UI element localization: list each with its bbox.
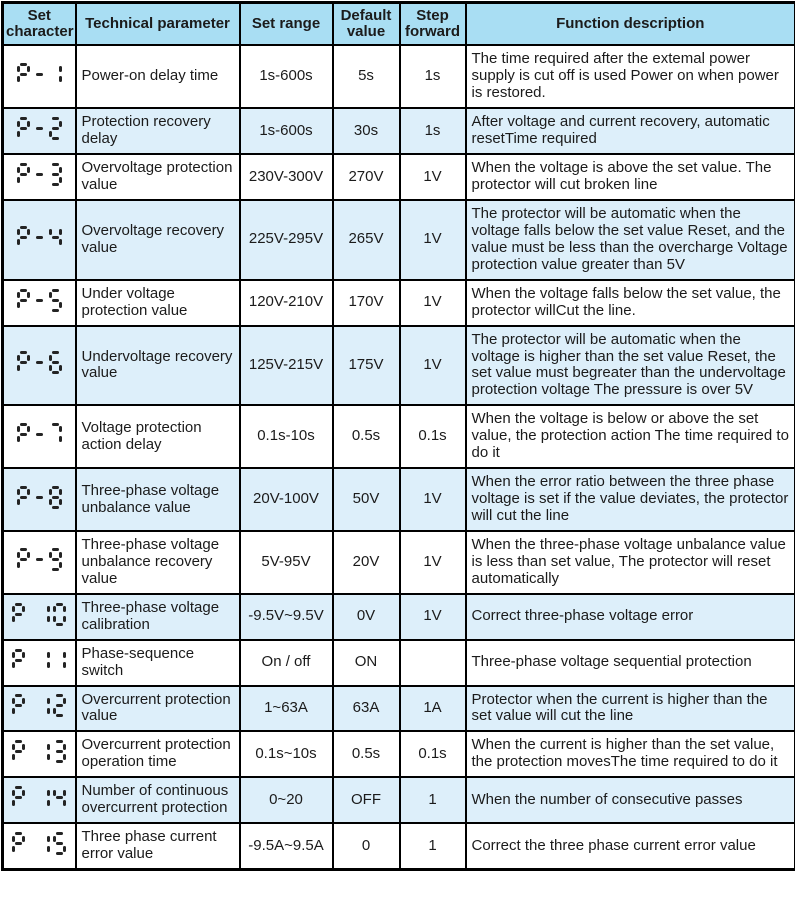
set-range-cell: -9.5V~9.5V xyxy=(240,594,333,640)
default-value-cell: 0.5s xyxy=(333,405,400,468)
seven-segment-display xyxy=(15,289,63,312)
function-description-cell: When the current is higher than the set value, the protection movesThe time required to do it xyxy=(466,731,795,777)
default-value-cell: 50V xyxy=(333,468,400,531)
technical-parameter-cell: Voltage protection action delay xyxy=(76,405,240,468)
step-forward-cell xyxy=(400,640,466,686)
set-range-cell: 0.1s~10s xyxy=(240,731,333,777)
function-description-cell: When the number of consecutive passes xyxy=(466,777,795,823)
function-description-cell: When the voltage falls below the set value, the protector willCut the line. xyxy=(466,280,795,326)
set-range-cell: 1s-600s xyxy=(240,108,333,154)
set-character-cell xyxy=(3,531,76,594)
table-row xyxy=(3,108,795,154)
table-row xyxy=(3,200,795,280)
technical-parameter-cell: Under voltage protection value xyxy=(76,280,240,326)
technical-parameter-cell: Power-on delay time xyxy=(76,45,240,108)
technical-parameter-cell: Phase-sequence switch xyxy=(76,640,240,686)
technical-parameter-cell: Overvoltage protection value xyxy=(76,154,240,200)
default-value-cell: 63A xyxy=(333,686,400,732)
technical-parameter-cell: Protection recovery delay xyxy=(76,108,240,154)
step-forward-cell: 1 xyxy=(400,823,466,869)
step-forward-cell: 1V xyxy=(400,326,466,406)
function-description-cell: The protector will be automatic when the voltage falls below the set value Reset, and the value must be less than the overcharge Voltage protection value greater than 5V xyxy=(466,200,795,280)
default-value-cell: 270V xyxy=(333,154,400,200)
seven-segment-display xyxy=(15,117,63,140)
default-value-cell: 5s xyxy=(333,45,400,108)
set-range-cell: 5V-95V xyxy=(240,531,333,594)
seven-segment-display xyxy=(11,694,68,717)
step-forward-cell: 0.1s xyxy=(400,405,466,468)
set-character-cell xyxy=(3,280,76,326)
set-character-cell xyxy=(3,686,76,732)
seven-segment-display xyxy=(11,740,68,763)
seven-segment-display xyxy=(15,351,63,374)
header-technical-parameter: Technical parameter xyxy=(76,3,240,46)
set-range-cell: 1s-600s xyxy=(240,45,333,108)
table-row xyxy=(3,823,795,869)
step-forward-cell: 1V xyxy=(400,531,466,594)
set-range-cell: -9.5A~9.5A xyxy=(240,823,333,869)
set-range-cell: 0.1s-10s xyxy=(240,405,333,468)
technical-parameter-cell: Undervoltage recovery value xyxy=(76,326,240,406)
function-description-cell: The protector will be automatic when the voltage is higher than the set value Reset, the set value must begreater than the undervoltage protection voltage The pressure is over 5V xyxy=(466,326,795,406)
table-row xyxy=(3,594,795,640)
step-forward-cell: 1s xyxy=(400,108,466,154)
default-value-cell: 20V xyxy=(333,531,400,594)
technical-parameter-cell: Overvoltage recovery value xyxy=(76,200,240,280)
function-description-cell: Three-phase voltage sequential protection xyxy=(466,640,795,686)
set-character-cell xyxy=(3,468,76,531)
header-step-forward: Step forward xyxy=(400,3,466,46)
default-value-cell: ON xyxy=(333,640,400,686)
step-forward-cell: 1s xyxy=(400,45,466,108)
step-forward-cell: 0.1s xyxy=(400,731,466,777)
function-description-cell: Protector when the current is higher than the set value will cut the line xyxy=(466,686,795,732)
table-row xyxy=(3,326,795,406)
seven-segment-display xyxy=(15,423,63,446)
default-value-cell: 0.5s xyxy=(333,731,400,777)
function-description-cell: The time required after the extemal power supply is cut off is used Power on when power is restored. xyxy=(466,45,795,108)
set-character-cell xyxy=(3,777,76,823)
step-forward-cell: 1 xyxy=(400,777,466,823)
default-value-cell: 170V xyxy=(333,280,400,326)
set-range-cell: 120V-210V xyxy=(240,280,333,326)
table-row xyxy=(3,531,795,594)
step-forward-cell: 1V xyxy=(400,468,466,531)
default-value-cell: 0V xyxy=(333,594,400,640)
set-character-cell xyxy=(3,154,76,200)
function-description-cell: When the voltage is above the set value. The protector will cut broken line xyxy=(466,154,795,200)
set-range-cell: 230V-300V xyxy=(240,154,333,200)
table-row xyxy=(3,405,795,468)
default-value-cell: 175V xyxy=(333,326,400,406)
set-character-cell xyxy=(3,405,76,468)
parameter-table xyxy=(1,1,795,871)
header-row xyxy=(3,3,795,46)
table-row xyxy=(3,468,795,531)
technical-parameter-cell: Overcurrent protection value xyxy=(76,686,240,732)
function-description-cell: When the error ratio between the three phase voltage is set if the value deviates, the protector will cut the line xyxy=(466,468,795,531)
seven-segment-display xyxy=(15,163,63,186)
function-description-cell: Correct three-phase voltage error xyxy=(466,594,795,640)
technical-parameter-cell: Number of continuous overcurrent protection xyxy=(76,777,240,823)
header-function-description: Function description xyxy=(466,3,795,46)
seven-segment-display xyxy=(15,63,63,86)
set-range-cell: 225V-295V xyxy=(240,200,333,280)
table-row xyxy=(3,731,795,777)
table-row xyxy=(3,45,795,108)
set-character-cell xyxy=(3,45,76,108)
table-row xyxy=(3,777,795,823)
set-character-cell xyxy=(3,823,76,869)
seven-segment-display xyxy=(15,226,63,249)
seven-segment-display xyxy=(11,832,68,855)
seven-segment-display xyxy=(11,786,68,809)
set-character-cell xyxy=(3,731,76,777)
seven-segment-display xyxy=(11,603,68,626)
default-value-cell: 30s xyxy=(333,108,400,154)
set-character-cell xyxy=(3,108,76,154)
set-range-cell: On / off xyxy=(240,640,333,686)
set-range-cell: 0~20 xyxy=(240,777,333,823)
technical-parameter-cell: Three-phase voltage unbalance value xyxy=(76,468,240,531)
default-value-cell: 0 xyxy=(333,823,400,869)
seven-segment-display xyxy=(15,548,63,571)
technical-parameter-cell: Three-phase voltage calibration xyxy=(76,594,240,640)
table-row xyxy=(3,640,795,686)
technical-parameter-cell: Three-phase voltage unbalance recovery value xyxy=(76,531,240,594)
table-row xyxy=(3,280,795,326)
set-range-cell: 1~63A xyxy=(240,686,333,732)
seven-segment-display xyxy=(15,486,63,509)
function-description-cell: Correct the three phase current error value xyxy=(466,823,795,869)
seven-segment-display xyxy=(11,649,68,672)
set-range-cell: 125V-215V xyxy=(240,326,333,406)
step-forward-cell: 1V xyxy=(400,594,466,640)
technical-parameter-cell: Overcurrent protection operation time xyxy=(76,731,240,777)
step-forward-cell: 1V xyxy=(400,200,466,280)
function-description-cell: When the three-phase voltage unbalance value is less than set value, The protector will reset automatically xyxy=(466,531,795,594)
step-forward-cell: 1V xyxy=(400,280,466,326)
default-value-cell: 265V xyxy=(333,200,400,280)
step-forward-cell: 1V xyxy=(400,154,466,200)
function-description-cell: When the voltage is below or above the set value, the protection action The time required to do it xyxy=(466,405,795,468)
table-row xyxy=(3,686,795,732)
default-value-cell: OFF xyxy=(333,777,400,823)
header-set-character: Set character xyxy=(3,3,76,46)
set-character-cell xyxy=(3,200,76,280)
set-character-cell xyxy=(3,594,76,640)
step-forward-cell: 1A xyxy=(400,686,466,732)
header-default-value: Default value xyxy=(333,3,400,46)
header-set-range: Set range xyxy=(240,3,333,46)
table-row xyxy=(3,154,795,200)
set-range-cell: 20V-100V xyxy=(240,468,333,531)
technical-parameter-cell: Three phase current error value xyxy=(76,823,240,869)
set-character-cell xyxy=(3,326,76,406)
set-character-cell xyxy=(3,640,76,686)
function-description-cell: After voltage and current recovery, automatic resetTime required xyxy=(466,108,795,154)
